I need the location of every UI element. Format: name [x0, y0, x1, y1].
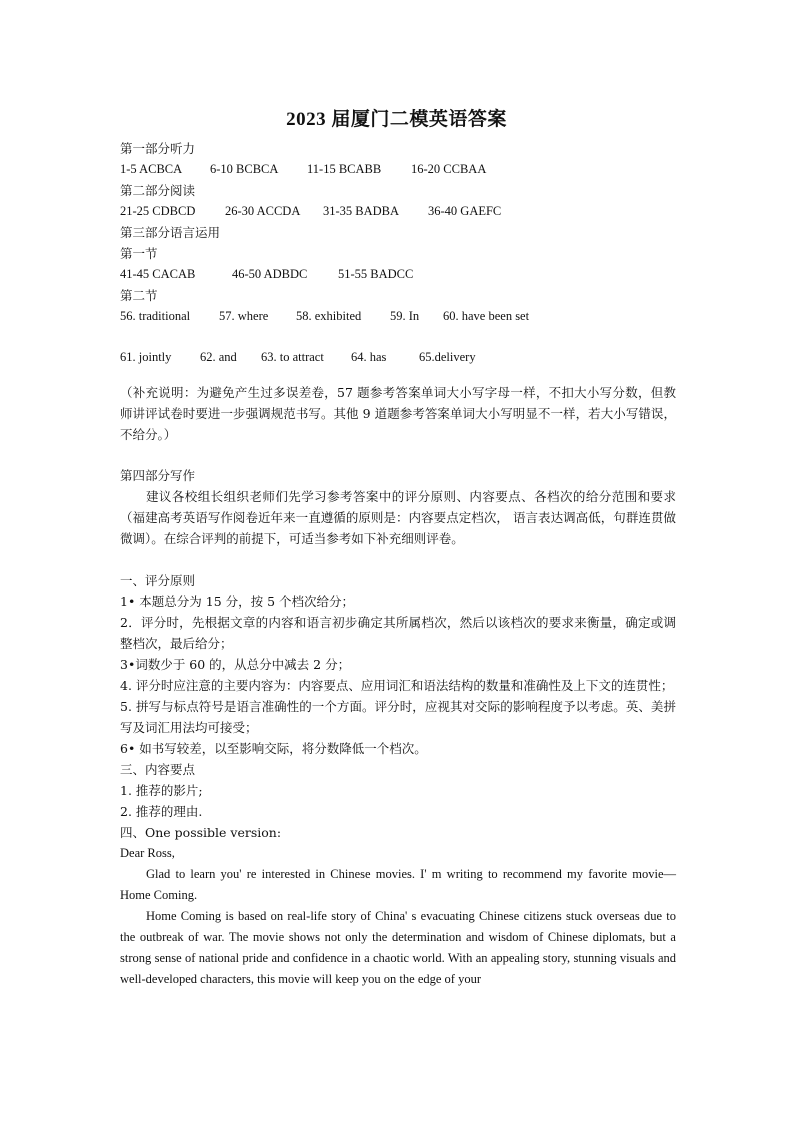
part4-heading: 第四部分写作: [120, 468, 196, 483]
answer-group: 16-20 CCBAA: [411, 162, 487, 176]
part4-intro: 建议各校组长组织老师们先学习参考答案中的评分原则、内容要点、各档次的给分范围和要求（福建高考英语写作阅卷近年来一直遵循的原则是：内容要点定档次， 语言表达调高低，句群连贯做微调）。在综合评判的前提下，可适当参考如下补充细则评卷。: [120, 489, 676, 546]
answer-item: 57. where: [219, 309, 269, 323]
part2-answers: [120, 201, 676, 222]
scoring-principles-heading: 一、评分原则: [120, 573, 196, 588]
answer-group: 11-15 BCABB: [307, 162, 382, 176]
answer-item: 60. have been set: [443, 309, 530, 323]
answer-group: 51-55 BADCC: [338, 267, 414, 281]
section2-heading: 第二节: [120, 288, 158, 303]
scoring-principle: 4. 评分时应注意的主要内容为：内容要点、应用词汇和语法结构的数量和准确性及上下文的连贯性；: [120, 678, 674, 693]
answer-item: 58. exhibited: [296, 309, 362, 323]
letter-salutation: Dear Ross,: [120, 846, 175, 860]
section1-heading: 第一节: [120, 246, 158, 261]
answer-group: 41-45 CACAB: [120, 267, 196, 281]
supplementary-note: （补充说明：为避免产生过多误差卷，57 题参考答案单词大小写字母一样，不扣大小写分数，但教师讲评试卷时要进一步强调规范书写。其他 9 道题参考答案单词大小写明显不一样，若大小写错误，不给分。）: [120, 385, 676, 442]
answer-item: 56. traditional: [120, 309, 191, 323]
part2-heading: 第二部分阅读: [120, 183, 196, 198]
answer-group: 21-25 CDBCD: [120, 204, 196, 218]
answer-group: 26-30 ACCDA: [225, 204, 301, 218]
answer-item: 61. jointly: [120, 350, 172, 364]
section2-answers-row1: [120, 306, 676, 327]
scoring-principle: 6• 如书写较差，以至影响交际，将分数降低一个档次。: [120, 741, 427, 756]
answer-item: 64. has: [351, 350, 387, 364]
sample-paragraph: Glad to learn you' re interested in Chinese movies. I' m writing to recommend my favorite movie— Home Coming.: [120, 867, 676, 902]
answer-group: 31-35 BADBA: [323, 204, 400, 218]
sample-heading: 四、One possible version:: [120, 825, 282, 840]
scoring-principle: 3•词数少于 60 的，从总分中减去 2 分；: [120, 657, 351, 672]
content-point: 2. 推荐的理由.: [120, 804, 203, 819]
answer-item: 62. and: [200, 350, 237, 364]
section2-answers-row2: [120, 347, 676, 368]
part3-heading: 第三部分语言运用: [120, 225, 221, 240]
scoring-principle: 2．评分时，先根据文章的内容和语言初步确定其所属档次，然后以该档次的要求来衡量，确定或调整档次，最后给分；: [120, 615, 676, 651]
answer-group: 46-50 ADBDC: [232, 267, 308, 281]
section1-answers: [120, 264, 676, 285]
answer-group: 6-10 BCBCA: [210, 162, 279, 176]
answer-group: 36-40 GAEFC: [428, 204, 502, 218]
part1-heading: 第一部分听力: [120, 141, 196, 156]
scoring-principle: 1• 本题总分为 15 分，按 5 个档次给分；: [120, 594, 355, 609]
sample-paragraph: Home Coming is based on real-life story of China' s evacuating Chinese citizens stuck overseas due to the outbreak of war. The movie shows not only the determination and wisdom of Chinese diplomats, but a strong sense of national pride and confidence in a chaotic world. With an appealing story, stunning visuals and well-developed characters, this movie will keep you on the edge of your: [120, 909, 676, 986]
answer-content: [120, 138, 676, 990]
scoring-principle: 5. 拼写与标点符号是语言准确性的一个方面。评分时，应视其对交际的影响程度予以考虑。英、美拼写及词汇用法均可接受；: [120, 699, 676, 735]
answer-group: 1-5 ACBCA: [120, 162, 183, 176]
content-point: 1. 推荐的影片;: [120, 783, 203, 798]
content-points-heading: 三、内容要点: [120, 762, 196, 777]
answer-item: 59. In: [390, 309, 420, 323]
page-title: 2023 届厦门二模英语答案: [286, 109, 507, 130]
part1-answers: [120, 159, 676, 180]
answer-item: 65.delivery: [419, 350, 476, 364]
answer-item: 63. to attract: [261, 350, 324, 364]
